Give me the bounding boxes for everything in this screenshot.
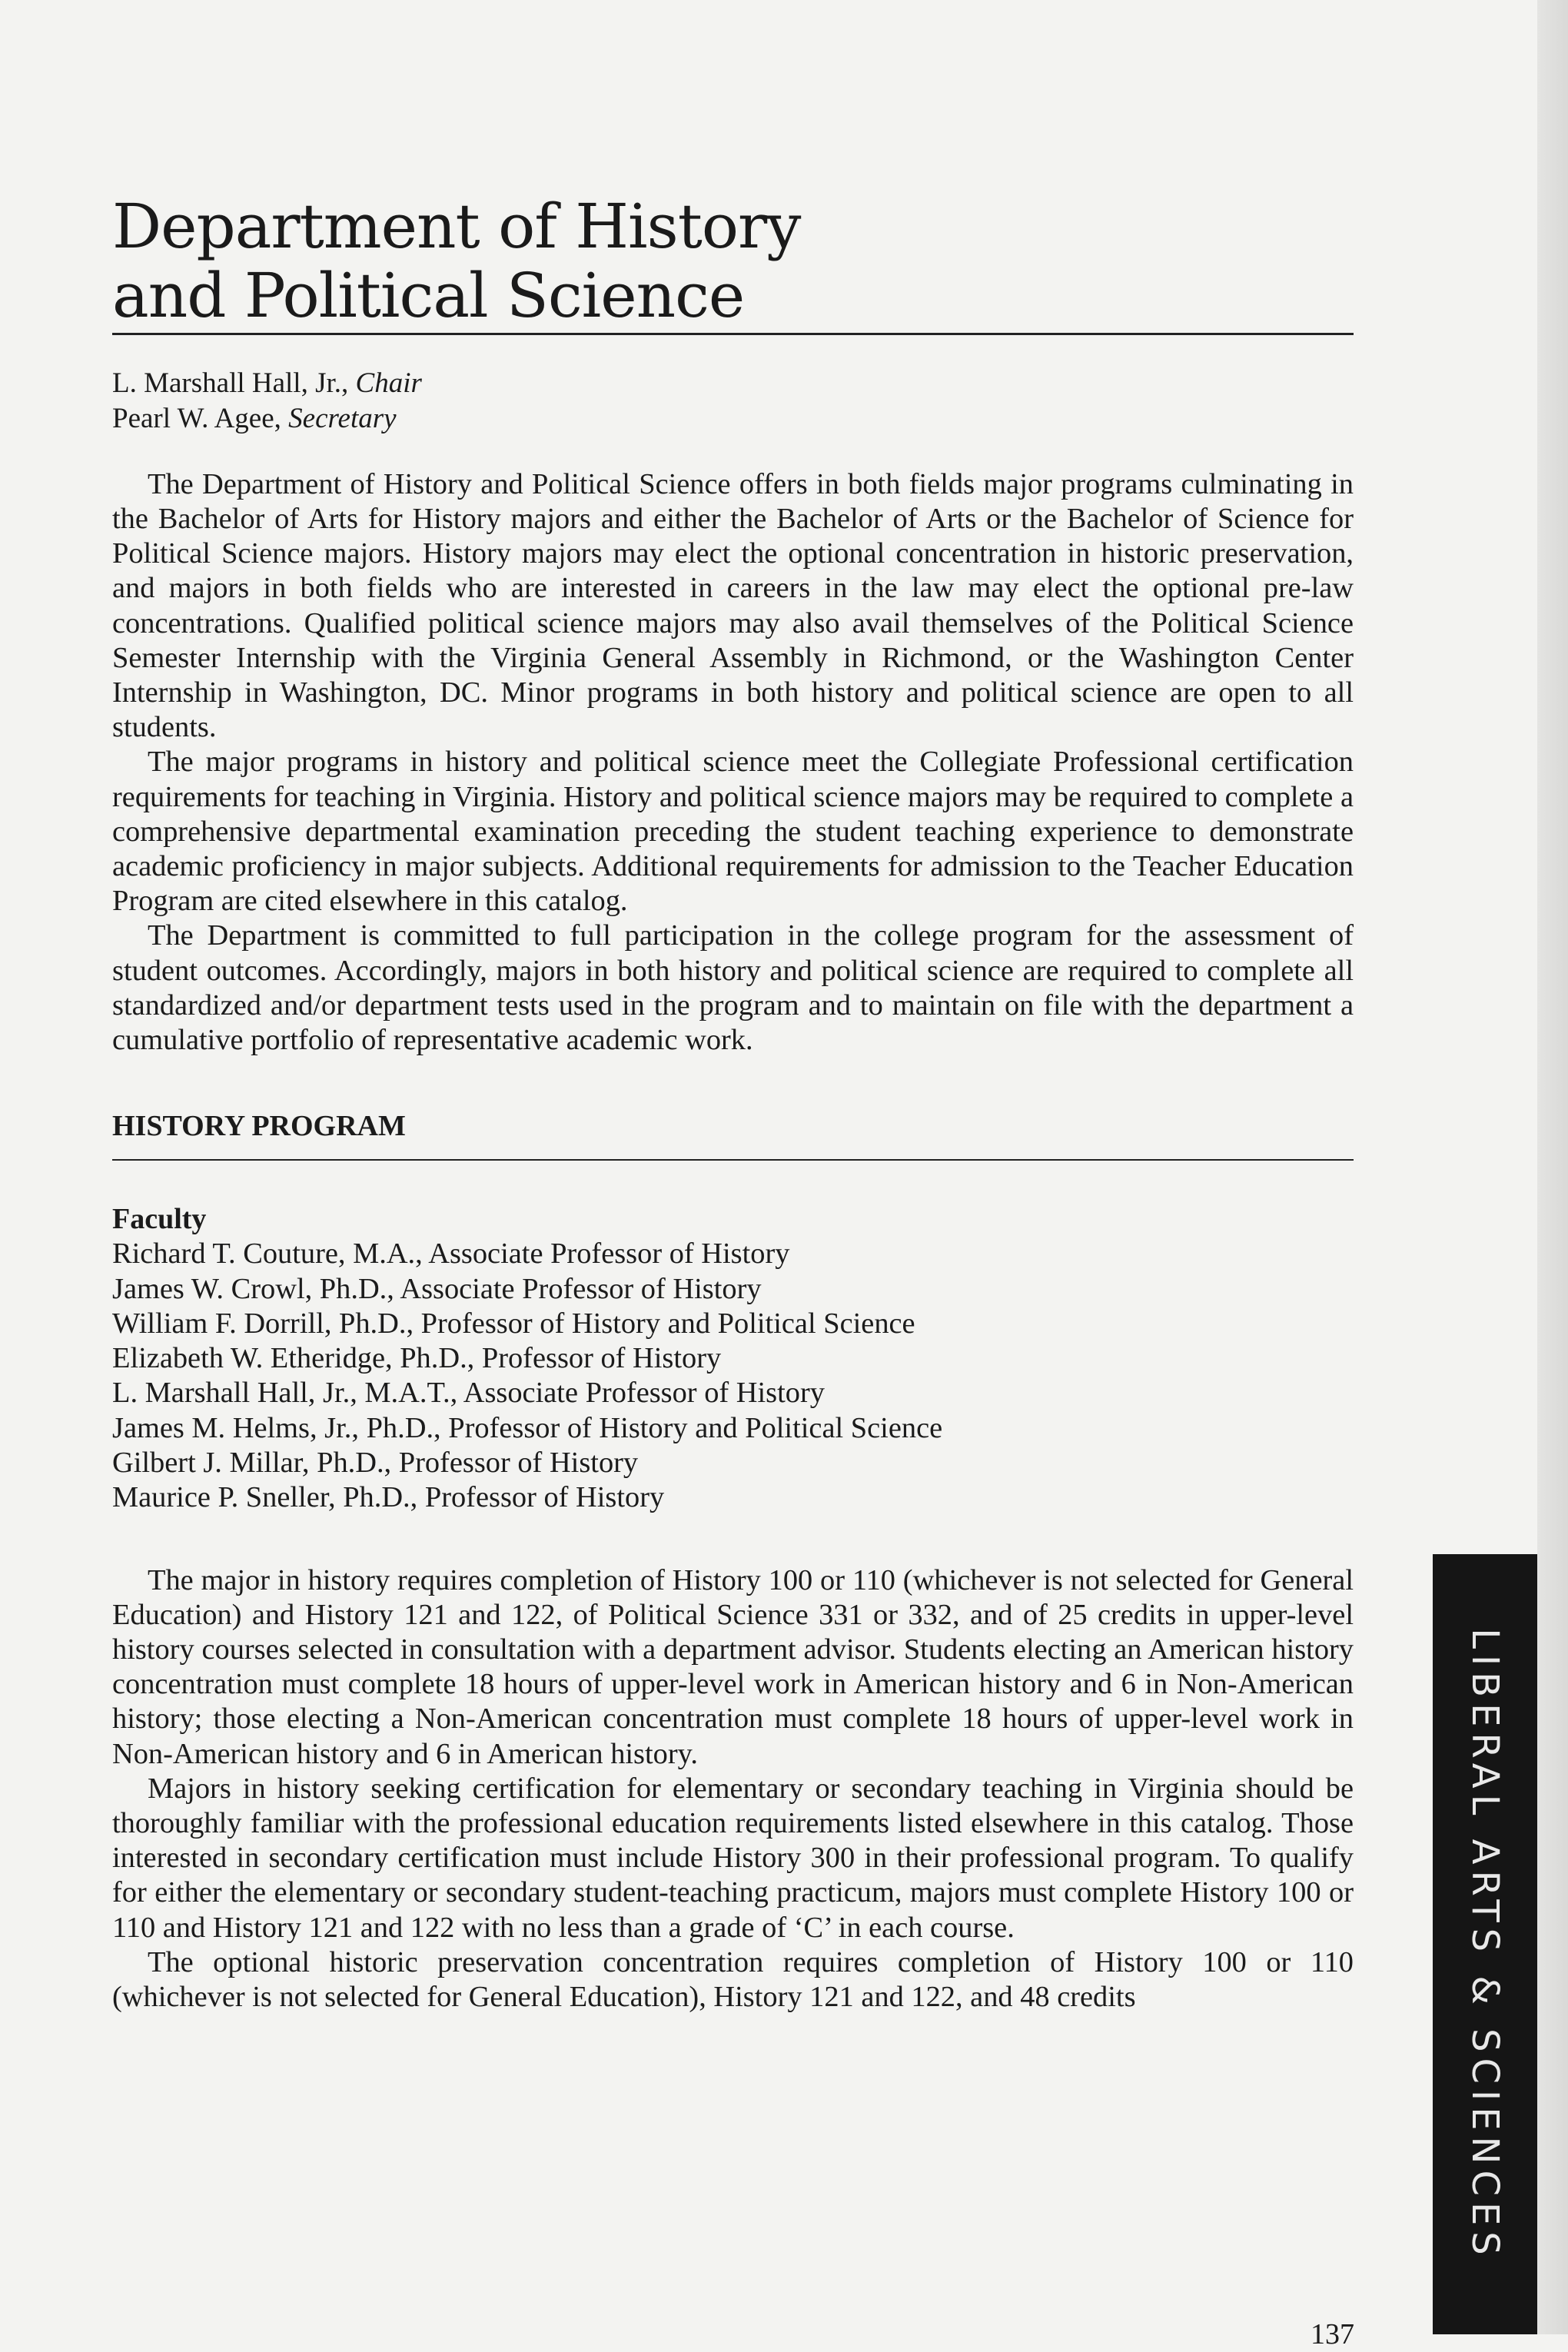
section-rule: [112, 1159, 1354, 1161]
faculty-member: Elizabeth W. Etheridge, Ph.D., Professor of History: [112, 1342, 722, 1375]
faculty-heading: Faculty: [112, 1203, 207, 1236]
intro-paragraph-2: The major programs in history and political science meet the Collegiate Professional certification requirements for teaching in Virginia. History and political science majors may be required to complete a comprehensive departmental examination preceding the student teaching experience to demonstrate academic proficiency in major subjects. Additional requirements for admission to the Teacher Education Program are cited elsewhere in this catalog.: [112, 746, 1354, 918]
officer-chair: L. Marshall Hall, Jr., Chair: [112, 367, 422, 399]
spacer: [112, 1516, 1354, 1563]
section-heading: HISTORY PROGRAM: [112, 1110, 406, 1143]
faculty-member: William F. Dorrill, Ph.D., Professor of History and Political Science: [112, 1307, 915, 1340]
faculty-list: [112, 1237, 1354, 1515]
page-title-line-2: and Political Science: [112, 260, 745, 332]
faculty-member: Gilbert J. Millar, Ph.D., Professor of History: [112, 1447, 639, 1480]
faculty-member: James W. Crowl, Ph.D., Associate Professor of History: [112, 1272, 762, 1305]
title-rule: [112, 333, 1354, 335]
program-paragraph-3: The optional historic preservation concentration requires completion of History 100 or 110 (whichever is not selected for General Education), History 121 and 122, and 48 credits: [112, 1945, 1354, 2014]
faculty-member: Richard T. Couture, M.A., Associate Professor of History: [112, 1237, 790, 1271]
page-number: 137: [1311, 2318, 1354, 2350]
program-paragraph-1: The major in history requires completion of History 100 or 110 (whichever is not selected for General Education) and History 121 and 122, of Political Science 331 or 332, and of 25 credits in upper-level history courses selected in consultation with a department advisor. Students electing an American history concentration must complete 18 hours of upper-level work in American history and 6 in Non-American history; those electing a Non-American concentration must complete 18 hours of upper-level work in Non-American history and 6 in American history.: [112, 1563, 1354, 1770]
page-title: [112, 192, 1354, 331]
catalog-page: [112, 192, 1354, 2015]
faculty-member: James M. Helms, Jr., Ph.D., Professor of History and Political Science: [112, 1411, 943, 1444]
page-title-line-1: Department of History: [112, 191, 801, 262]
intro-paragraph-3: The Department is committed to full participation in the college program for the assessment of student outcomes. Accordingly, majors in both history and political science are required to complete all standardized and/or department tests used in the program and to maintain on file with the department a cumulative portfolio of representative academic work.: [112, 919, 1354, 1057]
side-tab-label: LIBERAL ARTS & SCIENCES: [1463, 1627, 1507, 2261]
faculty-member: L. Marshall Hall, Jr., M.A.T., Associate Professor of History: [112, 1377, 825, 1410]
section-side-tab: [1433, 1554, 1537, 2334]
program-paragraph-2: Majors in history seeking certification for elementary or secondary teaching in Virginia should be thoroughly familiar with the professional education requirements listed elsewhere in this catalog. Those interested in secondary certification must include History 300 in their professional program. To qualify for either the elementary or secondary student-teaching practicum, majors must complete History 100 or 110 and History 121 and 122 with no less than a grade of ‘C’ in each course.: [112, 1772, 1354, 1944]
faculty-member: Maurice P. Sneller, Ph.D., Professor of History: [112, 1481, 665, 1514]
intro-paragraph-1: The Department of History and Political Science offers in both fields major programs culminating in the Bachelor of Arts for History majors and either the Bachelor of Arts or the Bachelor of Science for Political Science majors. History majors may elect the optional concentration in historic preservation, and majors in both fields who are interested in careers in the law may elect the optional pre-law concentrations. Qualified political science majors may also avail themselves of the Political Science Semester Internship with the Virginia General Assembly in Richmond, or the Washington Center Internship in Washington, DC. Minor programs in both history and political science are open to all students.: [112, 467, 1354, 744]
page-spine: [1537, 0, 1568, 2334]
department-officers: [112, 366, 1354, 437]
officer-secretary: Pearl W. Agee, Secretary: [112, 402, 397, 434]
